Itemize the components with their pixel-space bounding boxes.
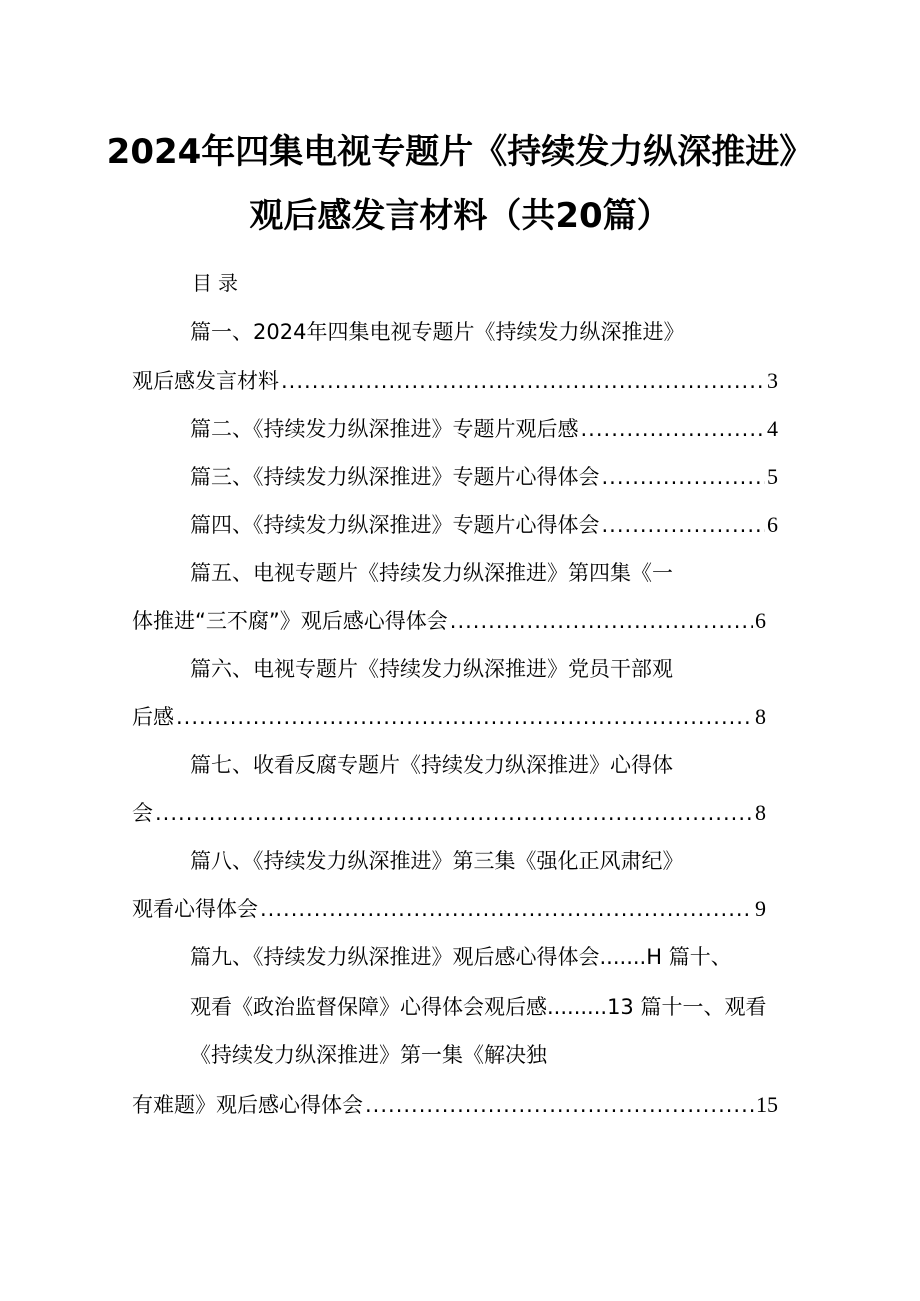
toc-leader-dots [450, 607, 753, 635]
toc-entry-1-text: 观后感发言材料 [132, 369, 279, 393]
toc-entry-11-page: 15 [756, 1092, 778, 1117]
toc-leader-dots [365, 1091, 754, 1119]
toc-entry-2-page: 4 [767, 416, 778, 441]
toc-entry-8-line-1: 篇八、《持续发力纵深推进》第三集《强化正风肃纪》 [190, 849, 684, 873]
toc-leader-dots [260, 895, 753, 923]
toc-entry-8-text: 观看心得体会 [132, 897, 258, 921]
toc-entry-9-line: 篇九、《持续发力纵深推进》观后感心得体会.......H 篇十、 [190, 945, 732, 969]
toc-entry-7-line-2 [132, 799, 766, 827]
toc-entry-11-line-2 [132, 1091, 778, 1119]
toc-entry-2-text: 篇二、《持续发力纵深推进》专题片观后感 [190, 417, 579, 441]
toc-entry-1-line-1: 篇一、2024年四集电视专题片《持续发力纵深推进》 [190, 320, 685, 344]
toc-entry-6-line-2 [132, 703, 766, 731]
toc-entry-6-page: 8 [755, 704, 766, 729]
toc-heading: 目录 [192, 271, 244, 295]
toc-entry-8-page: 9 [755, 896, 766, 921]
toc-entry-7-text: 会 [132, 801, 153, 825]
toc-leader-dots [176, 703, 753, 731]
toc-entry-2 [190, 415, 778, 443]
toc-entry-1-line-2 [132, 367, 778, 395]
toc-entry-4-text: 篇四、《持续发力纵深推进》专题片心得体会 [190, 513, 600, 537]
document-title-line-1: 2024年四集电视专题片《持续发力纵深推进》 [106, 132, 814, 172]
toc-entry-4-page: 6 [767, 512, 778, 537]
toc-entry-3-page: 5 [767, 464, 778, 489]
toc-entry-11-line-1: 《持续发力纵深推进》第一集《解决独 [190, 1043, 547, 1067]
toc-entry-6-text: 后感 [132, 705, 174, 729]
toc-entry-6-line-1: 篇六、电视专题片《持续发力纵深推进》党员干部观 [190, 657, 673, 681]
toc-leader-dots [155, 799, 753, 827]
toc-entry-7-page: 8 [755, 800, 766, 825]
toc-leader-dots [602, 511, 766, 539]
toc-entry-11-text: 有难题》观后感心得体会 [132, 1093, 363, 1117]
toc-entry-3-text: 篇三、《持续发力纵深推进》专题片心得体会 [190, 465, 600, 489]
toc-entry-8-line-2 [132, 895, 766, 923]
toc-entry-7-line-1: 篇七、收看反腐专题片《持续发力纵深推进》心得体 [190, 753, 673, 777]
toc-leader-dots [602, 463, 766, 491]
toc-entry-10-line: 观看《政治监督保障》心得体会观后感.........13 篇十一、观看 [190, 995, 767, 1019]
toc-entry-3 [190, 463, 778, 491]
document-title-line-2: 观后感发言材料（共20篇） [249, 196, 671, 236]
toc-entry-5-line-2 [132, 607, 766, 635]
toc-entry-5-line-1: 篇五、电视专题片《持续发力纵深推进》第四集《一 [190, 561, 673, 585]
toc-entry-1-page: 3 [767, 368, 778, 393]
toc-entry-5-text: 体推进“三不腐”》观后感心得体会 [132, 609, 448, 633]
toc-entry-5-page: 6 [755, 608, 766, 633]
toc-entry-4 [190, 511, 778, 539]
toc-leader-dots [281, 367, 765, 395]
toc-leader-dots [581, 415, 766, 443]
